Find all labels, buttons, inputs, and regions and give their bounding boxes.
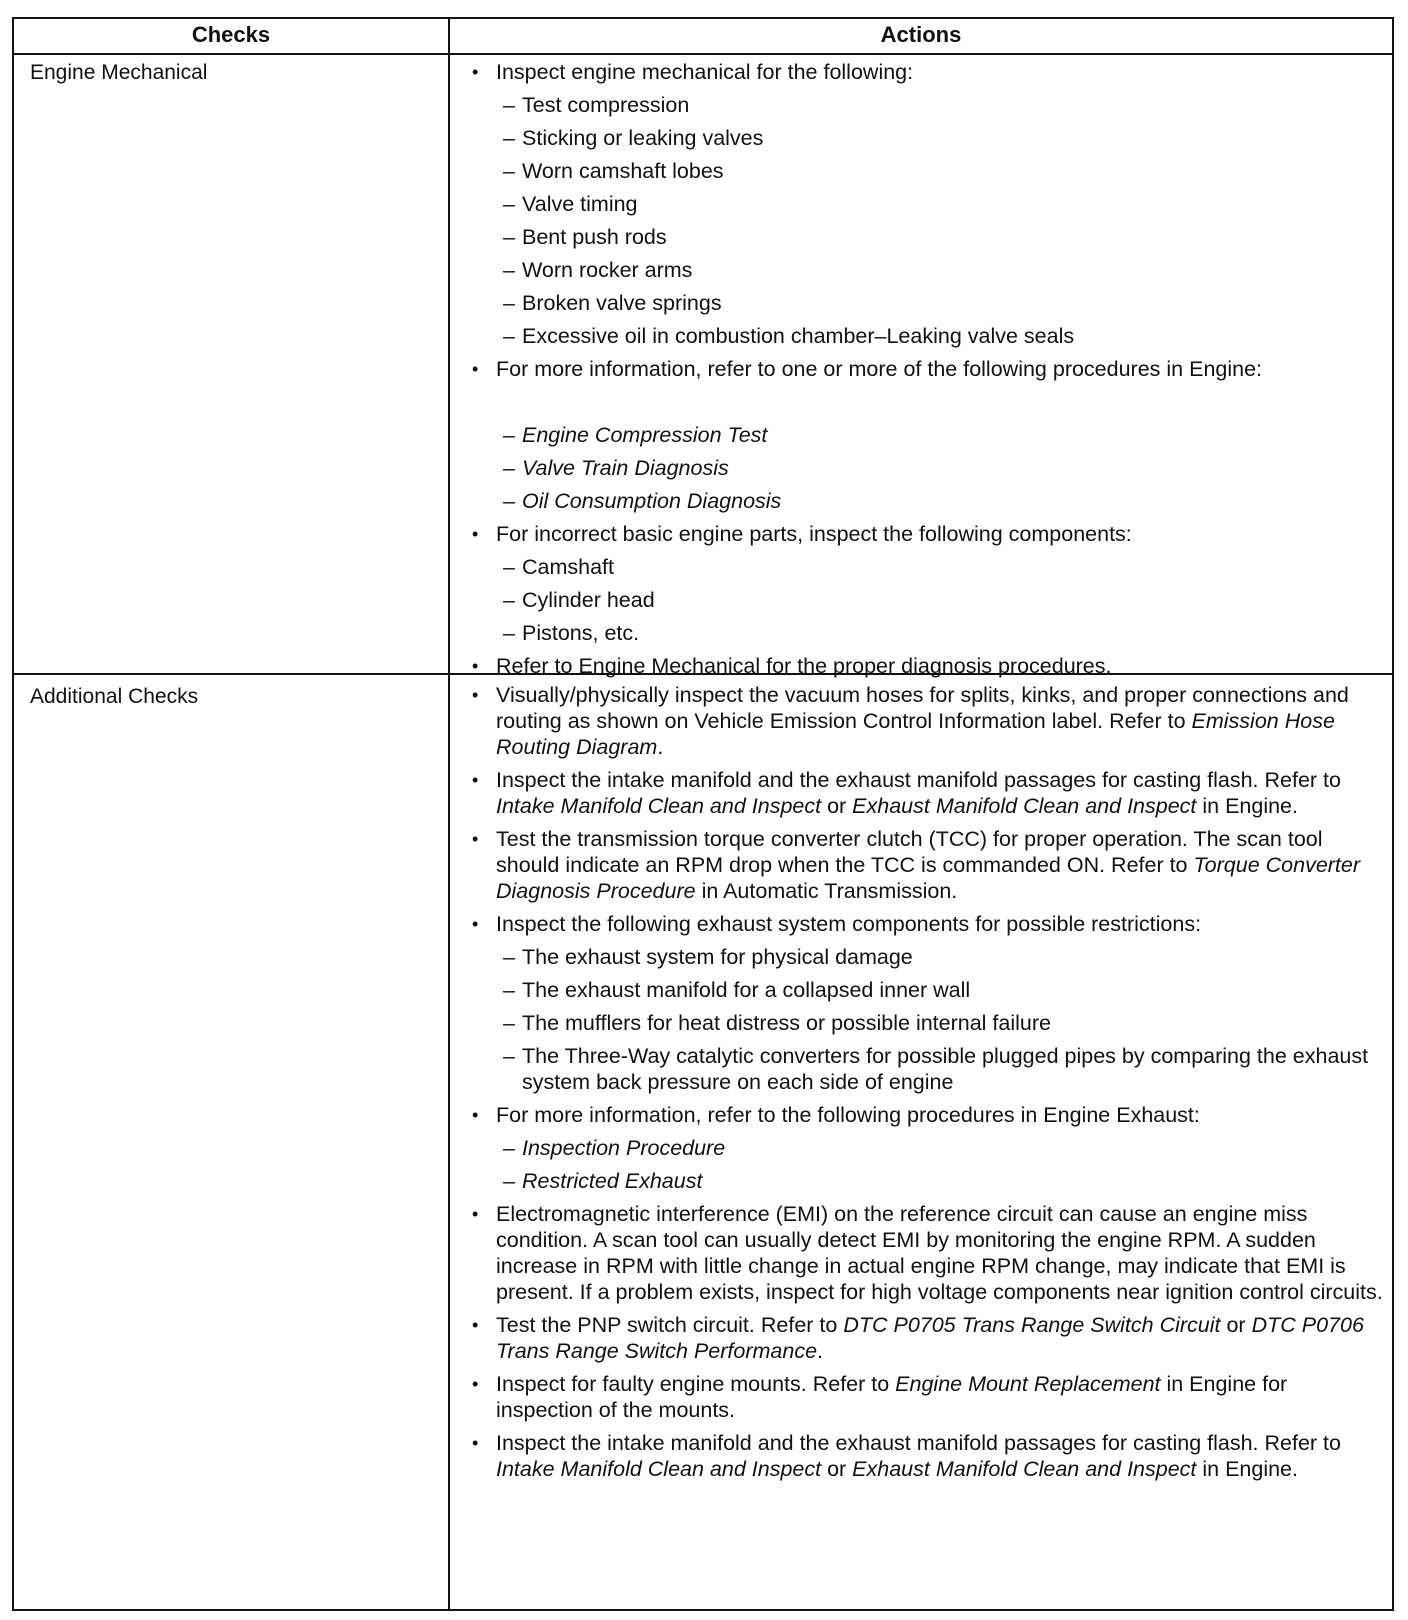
column-divider xyxy=(448,19,450,1609)
checks-header: Checks xyxy=(191,22,271,47)
procedure-ref: – Valve Train Diagnosis xyxy=(470,455,1384,488)
action-bullet: • Visually/physically inspect the vacuum hoses for splits, kinks, and proper connections and routing as shown on Vehicle Emission Control Information label. Refer to Emission Hose Routing Diagram. xyxy=(470,682,1384,760)
check-additional-checks: Additional Checks xyxy=(30,685,199,708)
action-subitem: – The exhaust manifold for a collapsed inner wall xyxy=(470,977,1384,1003)
action-subitem: – Worn camshaft lobes xyxy=(470,158,1384,191)
action-subitem: – Broken valve springs xyxy=(470,290,1384,323)
diagnostic-table xyxy=(12,17,1394,1611)
action-subitem: – Test compression xyxy=(470,92,1384,125)
action-bullet: • For more information, refer to the following procedures in Engine Exhaust: xyxy=(470,1102,1384,1128)
action-subitem: – Valve timing xyxy=(470,191,1384,224)
action-bullet: • Inspect the intake manifold and the exhaust manifold passages for casting flash. Refer to Intake Manifold Clean and Inspect or Exhaust Manifold Clean and Inspect in Engine. xyxy=(470,767,1384,819)
table-header xyxy=(14,19,1392,55)
action-subitem: – Cylinder head xyxy=(470,587,1384,620)
action-subitem: – The Three-Way catalytic converters for possible plugged pipes by comparing the exhaust system back pressure on each side of engine xyxy=(470,1043,1384,1095)
procedure-ref: – Restricted Exhaust xyxy=(470,1168,1384,1194)
action-bullet: • For more information, refer to one or more of the following procedures in Engine: xyxy=(470,356,1384,389)
action-bullet: • Inspect the intake manifold and the exhaust manifold passages for casting flash. Refer to Intake Manifold Clean and Inspect or Exhaust Manifold Clean and Inspect in Engine. xyxy=(470,1430,1384,1482)
action-bullet: • Inspect engine mechanical for the following: xyxy=(470,59,1384,92)
actions-header: Actions xyxy=(880,22,962,47)
check-engine-mechanical: Engine Mechanical xyxy=(30,61,208,84)
action-subitem: – Bent push rods xyxy=(470,224,1384,257)
procedure-ref: – Inspection Procedure xyxy=(470,1135,1384,1161)
action-bullet: • Test the transmission torque converter clutch (TCC) for proper operation. The scan tool should indicate an RPM drop when the TCC is commanded ON. Refer to Torque Converter Diagnosis Procedure in Automatic Transmission. xyxy=(470,826,1384,904)
action-bullet: • Inspect for faulty engine mounts. Refer to Engine Mount Replacement in Engine for inspection of the mounts. xyxy=(470,1371,1384,1423)
action-subitem: – The mufflers for heat distress or possible internal failure xyxy=(470,1010,1384,1036)
action-subitem: – Pistons, etc. xyxy=(470,620,1384,653)
additional-checks-actions xyxy=(470,682,1384,1489)
spacer xyxy=(470,389,1384,422)
action-bullet: • For incorrect basic engine parts, inspect the following components: xyxy=(470,521,1384,554)
action-subitem: – Excessive oil in combustion chamber–Leaking valve seals xyxy=(470,323,1384,356)
action-subitem: – Worn rocker arms xyxy=(470,257,1384,290)
action-subitem: – The exhaust system for physical damage xyxy=(470,944,1384,970)
action-bullet: • Refer to Engine Mechanical for the proper diagnosis procedures. xyxy=(470,653,1384,686)
action-bullet: • Test the PNP switch circuit. Refer to DTC P0705 Trans Range Switch Circuit or DTC P0706 Trans Range Switch Performance. xyxy=(470,1312,1384,1364)
action-subitem: – Camshaft xyxy=(470,554,1384,587)
engine-mechanical-actions xyxy=(470,59,1384,686)
action-subitem: – Sticking or leaking valves xyxy=(470,125,1384,158)
action-bullet: • Electromagnetic interference (EMI) on the reference circuit can cause an engine miss condition. A scan tool can usually detect EMI by monitoring the engine RPM. A sudden increase in RPM with little change in actual engine RPM change, may indicate that EMI is present. If a problem exists, inspect for high voltage components near ignition control circuits. xyxy=(470,1201,1384,1305)
action-bullet: • Inspect the following exhaust system components for possible restrictions: xyxy=(470,911,1384,937)
procedure-ref: – Oil Consumption Diagnosis xyxy=(470,488,1384,521)
procedure-ref: – Engine Compression Test xyxy=(470,422,1384,455)
